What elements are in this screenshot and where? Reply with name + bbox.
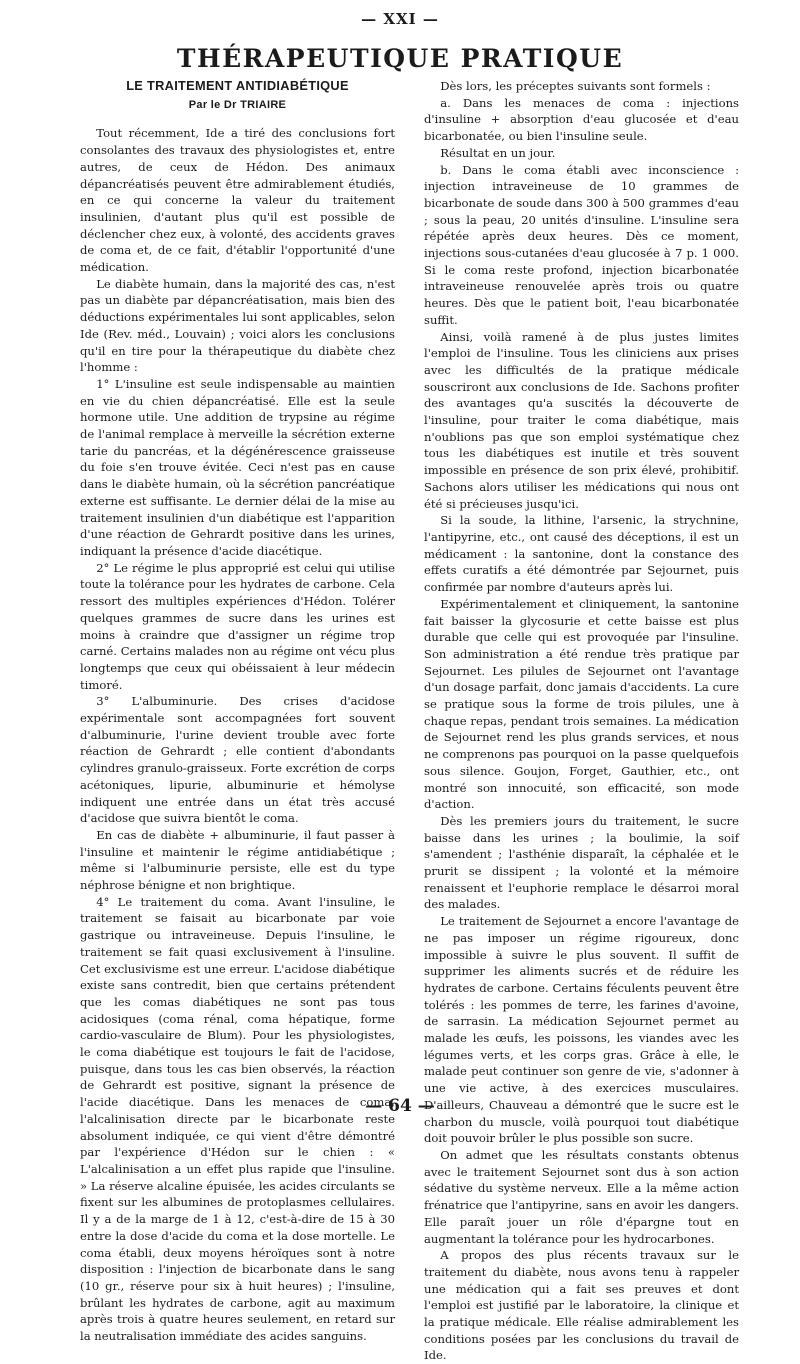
- section-number: — XXI —: [361, 10, 439, 28]
- paragraph: Le diabète humain, dans la majorité des cas, n'est pas un diabète par dépancréatisation, mais bien des déductions expérimentales lui sont applicables, selon Ide (Rev. méd., Louvain) ; voici alors les conclusions qu'il en tire pour la thérapeutique du diabète chez l'homme :: [80, 276, 395, 375]
- paragraph: 3° L'albuminurie. Des crises d'acidose expérimentale sont accompagnées fort souvent d'albuminurie, l'urine devient trouble avec forte réaction de Gehrardt ; elle contient d'abondants cylindres granulo-graisseux. Forte excrétion de corps acétoniques, lipurie, albuminurie et hémolyse indiquent une entrée dans un état très accusé d'acidose que suivra bientôt le coma.: [80, 694, 395, 826]
- paragraph: b. Dans le coma établi avec inconscience : injection intraveineuse de 10 grammes de bicarbonate de soude dans 300 à 500 grammes d'eau ; sous la peau, 20 unités d'insuline. L'insuline sera répétée après deux heures. Dès ce moment, injections sous-cutanées d'eau glucosée à 7 p. 1 000. Si le coma reste profond, injection bicarbonatée intraveineuse renouvelée après trois ou quatre heures. Dès que le patient boit, l'eau bicarbonatée suffit.: [424, 162, 739, 327]
- paragraph: Résultat en un jour.: [440, 145, 556, 160]
- paragraph: Ainsi, voilà ramené à de plus justes limites l'emploi de l'insuline. Tous les cliniciens aux prises avec les difficultés de la pratique médicale souscriront aux conclusions de Ide. Sachons profiter des avantages qu'a suscités la découverte de l'insuline, pour traiter le coma diabétique, mais n'oublions pas que son emploi systématique chez tous les diabétiques est inutile et très souvent impossible en présence de son prix élevé, prohibitif. Sachons alors utiliser les médications qui nous ont été si précieuses jusqu'ici.: [424, 329, 739, 511]
- paragraph: A propos des plus récents travaux sur le traitement du diabète, nous avons tenu à rappeler une médication qui a fait ses preuves et dont l'emploi est justifié par le laboratoire, la clinique et la pratique médicale. Elle réalise admirablement les conditions posées par les conclusions du travail de Ide.: [424, 1248, 739, 1363]
- paragraph: Expérimentalement et cliniquement, la santonine fait baisser la glycosurie et cette baisse est plus durable que celle qui est provoquée par l'insuline. Son administration a été rendue très pratique par Sejournet. Les pilules de Sejournet ont l'avantage d'un dosage parfait, donc jamais d'accidents. La cure se pratique sous la forme de trois pilules, une à chaque repas, pendant trois semaines. La médication de Sejournet rend les plus grands services, et nous ne comprenons pas pourquoi on la passe quelquefois sous silence. Goujon, Forget, Gauthier, etc., ont montré son innocuité, son efficacité, son mode d'action.: [424, 596, 739, 812]
- paragraph: 1° L'insuline est seule indispensable au maintien en vie du chien dépancréatisé. Elle est la seule hormone utile. Une addition de trypsine au régime de l'animal remplace à merveille la sécrétion externe tarie du pancréas, et la dégénérescence graisseuse du foie s'en trouve évitée. Ceci n'est pas en cause dans le diabète humain, où la sécrétion pancréatique externe est suffisante. Le dernier délai de la mise au traitement insulinien d'un diabétique est l'apparition d'une réaction de Gehrardt positive dans les urines, indiquant la présence d'acide diacétique.: [80, 376, 395, 558]
- article-byline: Par le Dr TRIAIRE: [188, 98, 287, 111]
- article-title: LE TRAITEMENT ANTIDIABÉTIQUE: [126, 78, 349, 93]
- right-column: [424, 78, 739, 1364]
- paragraph: En cas de diabète + albuminurie, il faut passer à l'insuline et maintenir le régime antidiabétique ; même si l'albuminurie persiste, elle est du type néphrose bénigne et non brightique.: [80, 827, 395, 893]
- paragraph: 4° Le traitement du coma. Avant l'insuline, le traitement se faisait au bicarbonate par voie gastrique ou intraveineuse. Depuis l'insuline, le traitement se fait quasi exclusivement à l'insuline. Cet exclusivisme est une erreur. L'acidose diabétique existe sans contredit, bien que certains prétendent que les comas diabétiques ne sont pas tous acidosiques (coma rénal, coma hépatique, forme cardio-vasculaire de Blum). Pour les physiologistes, le coma diabétique est toujours le fait de l'acidose, puisque, dans tous les cas bien observés, la réaction de Gehrardt est positive, signant la présence de l'acide diacétique. Dans les menaces de coma, l'alcalinisation directe par le bicarbonate reste absolument indiquée, ce qui vient d'être démontré par l'expérience d'Hédon sur le chien : « L'alcalinisation a un effet plus rapide que l'insuline. » La réserve alcaline épuisée, les acides circulants se fixent sur les albumines de protoplasmes cellulaires. Il y a de la marge de 1 à 12, c'est-à-dire de 15 à 30 entre la dose d'acide du coma et la dose mortelle. Le coma établi, deux moyens héroïques sont à notre disposition : l'injection de bicarbonate dans le sang (10 gr., réserve pour six à huit heures) ; l'insuline, brûlant les hydrates de carbone, agit au maximum après trois à quatre heures seulement, en retard sur la neutralisation immédiate des acides sanguins.: [80, 894, 396, 1344]
- paragraph: Dès lors, les préceptes suivants sont formels :: [440, 79, 711, 93]
- page-number: — 64 —: [365, 1096, 435, 1116]
- paragraph: Si la soude, la lithine, l'arsenic, la strychnine, l'antipyrine, etc., ont causé des déceptions, il est un médicament : la santonine, dont la constance des effets curatifs a été démontrée par Sejournet, puis confirmée par nombre d'auteurs après lui.: [424, 513, 739, 595]
- paragraph: Tout récemment, Ide a tiré des conclusions fort consolantes des travaux des physiologistes et, entre autres, de ceux de Hédon. Des animaux dépancréatisés peuvent être admirablement étudiés, en ce qui concerne la valeur du traitement insulinien, d'autant plus qu'il est possible de déclencher chez eux, à volonté, des accidents graves de coma et, de ce fait, d'établir l'opportunité d'une médication.: [80, 126, 395, 275]
- left-column: [80, 78, 395, 1345]
- paragraph: Le traitement de Sejournet a encore l'avantage de ne pas imposer un régime rigoureux, donc impossible à suivre le plus souvent. Il suffit de supprimer les aliments sucrés et de réduire les hydrates de carbone. Certains féculents peuvent être tolérés : les pommes de terre, les farines d'avoine, de sarrasin. La médication Sejournet permet au malade les œufs, les poissons, les viandes avec les légumes verts, et les corps gras. Grâce à elle, le malade peut continuer son genre de vie, s'adonner à une vie active, à des exercices musculaires. D'ailleurs, Chauveau a démontré que le sucre est le charbon du muscle, voilà pourquoi tout diabétique doit pouvoir brûler le plus possible son sucre.: [424, 914, 739, 1146]
- paragraph: a. Dans les menaces de coma : injections d'insuline + absorption d'eau glucosée et d'eau bicarbonatée, ou bien l'insuline seule.: [424, 95, 739, 144]
- paragraph: 2° Le régime le plus approprié est celui qui utilise toute la tolérance pour les hydrates de carbone. Cela ressort des multiples expériences d'Hédon. Tolérer quelques grammes de sucre dans les urines est moins à craindre que d'assigner un régime trop carné. Certains malades non au régime ont vécu plus longtemps que ceux qui obéissaient à leur médecin timoré.: [80, 560, 395, 692]
- page-title: THÉRAPEUTIQUE PRATIQUE: [176, 44, 624, 73]
- paragraph: Dès les premiers jours du traitement, le sucre baisse dans les urines ; la boulimie, la soif s'amendent ; l'asthénie disparaît, la céphalée et le prurit se dissipent ; la volonté et la mémoire renaissent et l'euphorie remplace le désarroi moral des malades.: [424, 813, 739, 912]
- paragraph: On admet que les résultats constants obtenus avec le traitement Sejournet sont dus à son action sédative du système nerveux. Elle a la même action frénatrice que l'antipyrine, sans en avoir les dangers. Elle paraît jouer un rôle d'épargne tout en augmentant la tolérance pour les hydrocarbones.: [424, 1148, 739, 1246]
